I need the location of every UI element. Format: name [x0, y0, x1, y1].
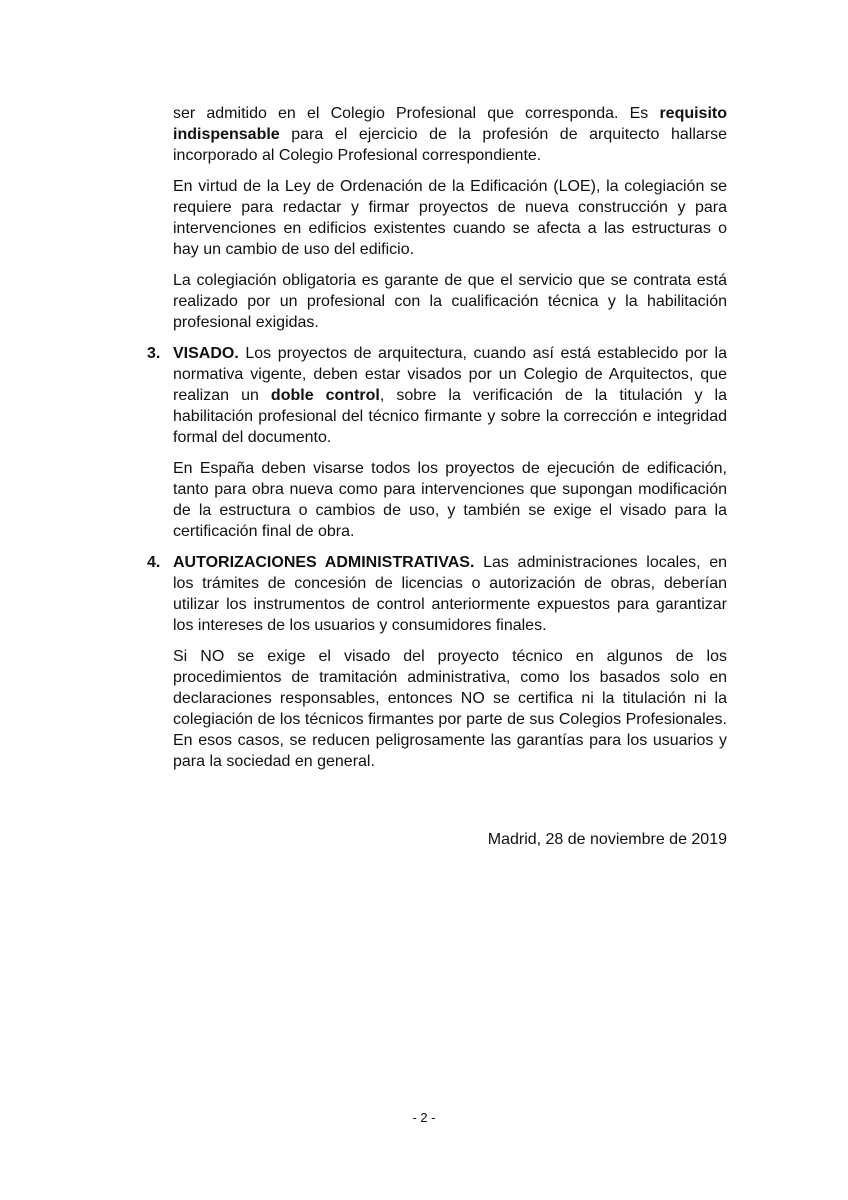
paragraph-colegiacion-requisito	[173, 103, 727, 166]
bold-text: requisito indispensable	[173, 105, 727, 143]
text-run: Los proyectos de arquitectura, cuando así está establecido por la normativa vigente, deben estar visados por un Colegio de Arquitectos, que realizan un	[173, 345, 727, 404]
paragraph-visado	[173, 343, 727, 448]
paragraph-colegiacion-obligatoria: La colegiación obligatoria es garante de que el servicio que se contrata está realizado por un profesional con la cualificación técnica y la habilitación profesional exigidas.	[173, 272, 727, 331]
section-title: AUTORIZACIONES ADMINISTRATIVAS.	[173, 554, 475, 571]
section-number: 4.	[147, 554, 161, 571]
text-run: , sobre la verificación de la titulación y la habilitación profesional del técnico firmante y sobre la corrección e integridad formal del documento.	[173, 387, 728, 446]
section-visado	[147, 343, 728, 542]
body-text	[147, 103, 728, 782]
page-number: - 2 -	[412, 1110, 436, 1125]
section-title: VISADO.	[173, 345, 239, 362]
text-run: ser admitido en el Colegio Profesional que corresponda. Es	[173, 105, 660, 122]
text-run: Las administraciones locales, en los trámites de concesión de licencias o autorización de obras, deberían utilizar los instrumentos de control anteriormente expuestos para garantizar los intereses de los usuarios y consumidores finales.	[173, 554, 728, 634]
bold-text: doble control	[270, 387, 380, 404]
paragraph-loe: En virtud de la Ley de Ordenación de la Edificación (LOE), la colegiación se requiere para redactar y firmar proyectos de nueva construcción y para intervenciones en edificios existentes cuando se afecta a las estructuras o hay un cambio de uso del edificio.	[173, 178, 727, 258]
text-run: para el ejercicio de la profesión de arquitecto hallarse incorporado al Colegio Profesional correspondiente.	[173, 126, 727, 164]
paragraph-autorizaciones	[173, 552, 727, 636]
signature-date: Madrid, 28 de noviembre de 2019	[487, 831, 727, 848]
section-autorizaciones	[147, 552, 728, 772]
section-number: 3.	[147, 345, 161, 362]
paragraph-visado-no-exigido: Si NO se exige el visado del proyecto técnico en algunos de los procedimientos de tramitación administrativa, como los basados solo en declaraciones responsables, entonces NO se certifica ni la titulación ni la colegiación de los técnicos firmantes por parte de sus Colegios Profesionales. En esos casos, se reducen peligrosamente las garantías para los usuarios y para la sociedad en general.	[173, 648, 727, 770]
paragraph-visado-espana: En España deben visarse todos los proyectos de ejecución de edificación, tanto para obra nueva como para intervenciones que supongan modificación de la estructura o cambios de uso, y también se exige el visado para la certificación final de obra.	[173, 460, 727, 540]
